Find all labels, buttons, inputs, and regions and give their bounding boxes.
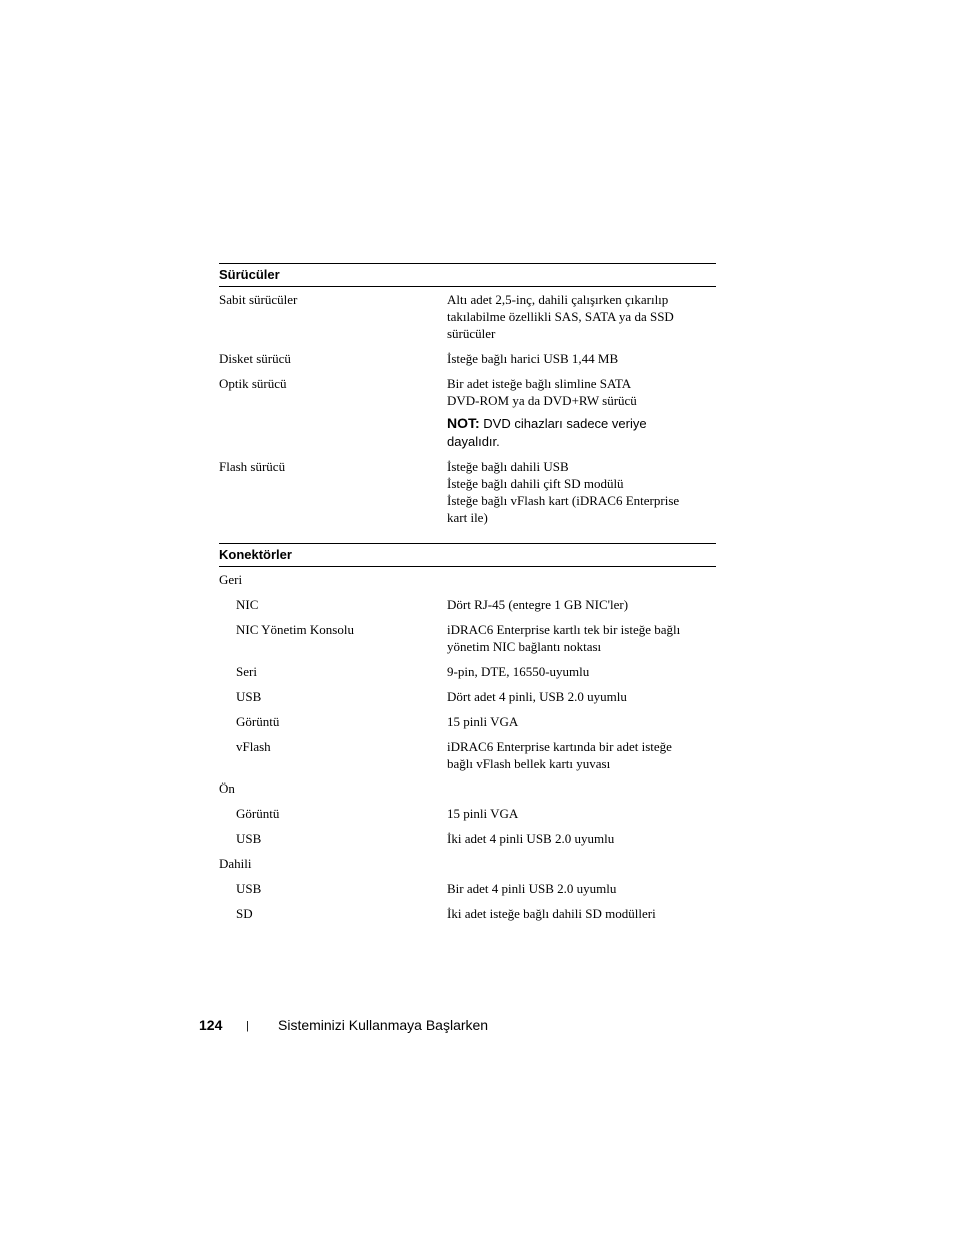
- section-heading: Konektörler: [219, 543, 716, 567]
- value-line: 15 pinli VGA: [447, 714, 519, 729]
- spec-value: [447, 663, 712, 680]
- spec-value: [447, 375, 712, 451]
- value-line: takılabilme özellikli SAS, SATA ya da SSD: [447, 309, 674, 324]
- page-number: 124: [199, 1017, 223, 1033]
- footer-title: Sisteminizi Kullanmaya Başlarken: [278, 1017, 489, 1033]
- spec-value: [447, 738, 712, 772]
- spec-label: Görüntü: [236, 806, 280, 821]
- spec-value: [447, 596, 712, 613]
- note-text: DVD cihazları sadece veriye: [479, 416, 647, 431]
- value-line: İki adet 4 pinli USB 2.0 uyumlu: [447, 831, 615, 846]
- value-line: Bir adet 4 pinli USB 2.0 uyumlu: [447, 881, 617, 896]
- spec-value: [447, 350, 712, 367]
- spec-label: Optik sürücü: [219, 376, 287, 391]
- spec-value: [447, 291, 712, 342]
- spec-label: Disket sürücü: [219, 351, 291, 366]
- value-line: İsteğe bağlı vFlash kart (iDRAC6 Enterprise: [447, 493, 680, 508]
- value-line: bağlı vFlash bellek kartı yuvası: [447, 756, 611, 771]
- note: [447, 414, 712, 451]
- spec-value: [447, 688, 712, 705]
- spec-label: Seri: [236, 664, 257, 679]
- value-line: İsteğe bağlı harici USB 1,44 MB: [447, 351, 619, 366]
- spec-label: Sabit sürücüler: [219, 292, 298, 307]
- value-line: yönetim NIC bağlantı noktası: [447, 639, 602, 654]
- group-label: Geri: [219, 572, 243, 587]
- value-line: 9-pin, DTE, 16550-uyumlu: [447, 664, 590, 679]
- spec-value: [447, 621, 712, 655]
- note-text: dayalıdır.: [447, 434, 500, 449]
- value-line: DVD-ROM ya da DVD+RW sürücü: [447, 393, 637, 408]
- group-label: Ön: [219, 781, 235, 796]
- spec-label: NIC Yönetim Konsolu: [236, 622, 354, 637]
- value-line: İsteğe bağlı dahili USB: [447, 459, 569, 474]
- value-line: 15 pinli VGA: [447, 806, 519, 821]
- value-line: Bir adet isteğe bağlı slimline SATA: [447, 376, 632, 391]
- value-line: iDRAC6 Enterprise kartında bir adet isteğe: [447, 739, 672, 754]
- section-konektorler: [219, 543, 716, 933]
- note-label: NOT:: [447, 415, 480, 431]
- spec-label: Görüntü: [236, 714, 280, 729]
- value-line: sürücüler: [447, 326, 496, 341]
- spec-label: USB: [236, 689, 262, 704]
- value-line: Dört adet 4 pinli, USB 2.0 uyumlu: [447, 689, 627, 704]
- group-label: Dahili: [219, 856, 252, 871]
- section-suruculer: [219, 263, 716, 533]
- value-line: Altı adet 2,5-inç, dahili çalışırken çıkarılıp: [447, 292, 669, 307]
- value-line: İki adet isteğe bağlı dahili SD modülleri: [447, 906, 656, 921]
- value-line: iDRAC6 Enterprise kartlı tek bir isteğe bağlı: [447, 622, 681, 637]
- spec-value: [447, 905, 712, 922]
- footer-separator: |: [246, 1020, 249, 1032]
- spec-label: Flash sürücü: [219, 459, 286, 474]
- spec-value: [447, 880, 712, 897]
- spec-label: USB: [236, 881, 262, 896]
- value-line: İsteğe bağlı dahili çift SD modülü: [447, 476, 624, 491]
- spec-value: [447, 805, 712, 822]
- spec-value: [447, 713, 712, 730]
- spec-label: NIC: [236, 597, 259, 612]
- spec-label: vFlash: [236, 739, 271, 754]
- value-line: kart ile): [447, 510, 488, 525]
- section-heading: Sürücüler: [219, 263, 716, 287]
- spec-value: [447, 458, 712, 526]
- spec-label: USB: [236, 831, 262, 846]
- value-line: Dört RJ-45 (entegre 1 GB NIC'ler): [447, 597, 629, 612]
- spec-label: SD: [236, 906, 253, 921]
- spec-value: [447, 830, 712, 847]
